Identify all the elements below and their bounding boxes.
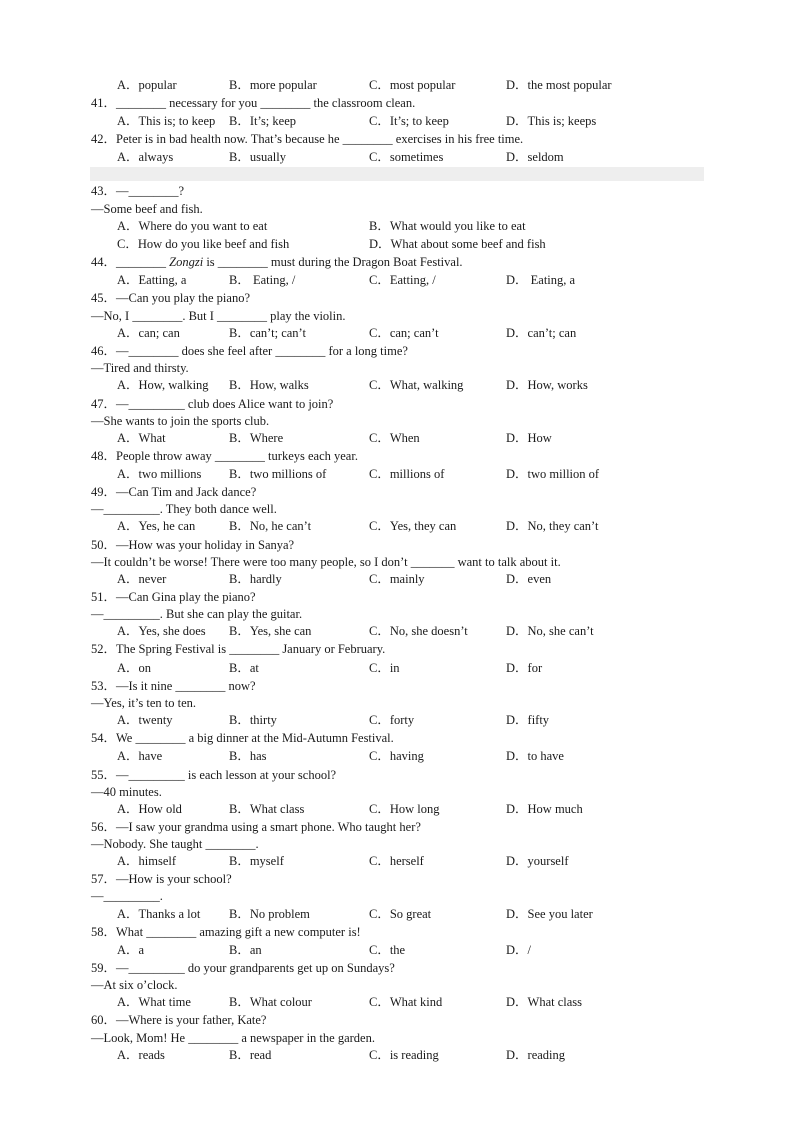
answer-option: B．How, walks	[229, 378, 309, 392]
answer-option: B． Eating, /	[229, 273, 296, 287]
answer-option: D．No, she can’t	[506, 624, 594, 638]
answer-option: D．the most popular	[506, 78, 612, 92]
answer-option: A．have	[117, 749, 163, 763]
answer-option: A．What	[117, 431, 166, 445]
answer-option: B．two millions of	[229, 467, 327, 481]
question-line: 47．—_________ club does Alice want to join?	[91, 397, 334, 411]
answer-option: A．never	[117, 572, 167, 586]
answer-option: C．forty	[369, 713, 415, 727]
question-line: —At six o’clock.	[91, 978, 178, 992]
question-line: 41．________ necessary for you ________ the classroom clean.	[91, 96, 416, 110]
question-line: 43．—________?	[91, 184, 185, 198]
answer-option: D．yourself	[506, 854, 569, 868]
answer-option: C．can; can’t	[369, 326, 439, 340]
answer-option: D．for	[506, 661, 543, 675]
answer-option: C．is reading	[369, 1048, 439, 1062]
answer-option: C．the	[369, 943, 406, 957]
question-line: 57．—How is your school?	[91, 872, 232, 886]
answer-option: C．So great	[369, 907, 432, 921]
answer-option: C．mainly	[369, 572, 425, 586]
answer-option: A．on	[117, 661, 152, 675]
answer-option: D．/	[506, 943, 532, 957]
answer-option: B．What colour	[229, 995, 312, 1009]
answer-option: D．This is; keeps	[506, 114, 597, 128]
question-line: 54．We ________ a big dinner at the Mid-Autumn Festival.	[91, 731, 394, 745]
answer-option: B．Where	[229, 431, 284, 445]
answer-option: B．thirty	[229, 713, 277, 727]
answer-option: A．always	[117, 150, 174, 164]
answer-option: B．at	[229, 661, 259, 675]
answer-option: A．Eatting, a	[117, 273, 187, 287]
question-line: 49．—Can Tim and Jack dance?	[91, 485, 257, 499]
answer-option: B．Yes, she can	[229, 624, 312, 638]
answer-option: B．myself	[229, 854, 284, 868]
answer-option: A．Where do you want to eat	[117, 219, 268, 233]
answer-option: D．two million of	[506, 467, 600, 481]
question-line: 53．—Is it nine ________ now?	[91, 679, 256, 693]
answer-option: C．having	[369, 749, 424, 763]
answer-option: C．How do you like beef and fish	[117, 237, 290, 251]
answer-option: D．What about some beef and fish	[369, 237, 546, 251]
question-line: —Some beef and fish.	[91, 202, 203, 216]
answer-option: D．seldom	[506, 150, 564, 164]
question-line: 56．—I saw your grandma using a smart phone. Who taught her?	[91, 820, 421, 834]
answer-option: A．twenty	[117, 713, 173, 727]
answer-option: A．a	[117, 943, 145, 957]
answer-option: C．Yes, they can	[369, 519, 457, 533]
answer-option: D．How, works	[506, 378, 588, 392]
question-line: —No, I ________. But I ________ play the violin.	[91, 309, 346, 323]
question-line: —Look, Mom! He ________ a newspaper in the garden.	[91, 1031, 375, 1045]
question-line: —It couldn’t be worse! There were too many people, so I don’t _______ want to talk about it.	[91, 555, 561, 569]
answer-option: D．How much	[506, 802, 583, 816]
answer-option: A．himself	[117, 854, 177, 868]
answer-option: C．Eatting, /	[369, 273, 436, 287]
answer-option: C．herself	[369, 854, 424, 868]
question-line: —Nobody. She taught ________.	[91, 837, 259, 851]
question-line: —_________. They both dance well.	[91, 502, 277, 516]
answer-option: C．No, she doesn’t	[369, 624, 468, 638]
answer-option: C．What kind	[369, 995, 443, 1009]
answer-option: A．How, walking	[117, 378, 209, 392]
answer-option: A．Yes, he can	[117, 519, 196, 533]
answer-option: A．can; can	[117, 326, 180, 340]
answer-option: D．See you later	[506, 907, 593, 921]
highlight-band	[90, 167, 704, 181]
answer-option: B．can’t; can’t	[229, 326, 306, 340]
answer-option: B．No, he can’t	[229, 519, 312, 533]
answer-option: A．Thanks a lot	[117, 907, 201, 921]
answer-option: B．read	[229, 1048, 272, 1062]
question-line: 44．________ Zongzi is ________ must during the Dragon Boat Festival.	[91, 255, 463, 269]
answer-option: D．No, they can’t	[506, 519, 599, 533]
answer-option: C．It’s; to keep	[369, 114, 449, 128]
answer-option: A．What time	[117, 995, 191, 1009]
answer-option: A．How old	[117, 802, 182, 816]
answer-option: D．can’t; can	[506, 326, 577, 340]
answer-option: C．What, walking	[369, 378, 464, 392]
answer-option: A．two millions	[117, 467, 202, 481]
answer-option: B．It’s; keep	[229, 114, 297, 128]
answer-option: B．hardly	[229, 572, 282, 586]
answer-option: A．This is; to keep	[117, 114, 216, 128]
question-line: —She wants to join the sports club.	[91, 414, 270, 428]
question-line: 50．—How was your holiday in Sanya?	[91, 538, 295, 552]
answer-option: A．Yes, she does	[117, 624, 206, 638]
answer-option: C．in	[369, 661, 400, 675]
answer-option: D．fifty	[506, 713, 550, 727]
answer-option: B．usually	[229, 150, 286, 164]
question-line: 45．—Can you play the piano?	[91, 291, 250, 305]
answer-option: D． Eating, a	[506, 273, 576, 287]
answer-option: D．What class	[506, 995, 583, 1009]
question-line: —Yes, it’s ten to ten.	[91, 696, 196, 710]
answer-option: C．most popular	[369, 78, 456, 92]
answer-option: D．reading	[506, 1048, 566, 1062]
question-line: —_________.	[91, 889, 163, 903]
question-line: 46．—________ does she feel after ________ for a long time?	[91, 344, 408, 358]
question-line: 58．What ________ amazing gift a new computer is!	[91, 925, 361, 939]
answer-option: C．How long	[369, 802, 440, 816]
answer-option: A．popular	[117, 78, 177, 92]
answer-option: C．sometimes	[369, 150, 444, 164]
answer-option: C．When	[369, 431, 420, 445]
question-line: 42．Peter is in bad health now. That’s because he ________ exercises in his free time.	[91, 132, 524, 146]
answer-option: D．even	[506, 572, 552, 586]
answer-option: D．to have	[506, 749, 564, 763]
answer-option: B．an	[229, 943, 262, 957]
answer-option: B．No problem	[229, 907, 310, 921]
answer-option: B．has	[229, 749, 267, 763]
question-line: 52．The Spring Festival is ________ January or February.	[91, 642, 386, 656]
answer-option: A．reads	[117, 1048, 165, 1062]
answer-option: B．more popular	[229, 78, 317, 92]
question-line: —40 minutes.	[91, 785, 162, 799]
question-line: —_________. But she can play the guitar.	[91, 607, 303, 621]
question-line: 60．—Where is your father, Kate?	[91, 1013, 267, 1027]
question-line: 59．—_________ do your grandparents get up on Sundays?	[91, 961, 395, 975]
question-line: —Tired and thirsty.	[91, 361, 189, 375]
answer-option: C．millions of	[369, 467, 445, 481]
answer-option: B．What would you like to eat	[369, 219, 526, 233]
answer-option: B．What class	[229, 802, 305, 816]
question-line: 55．—_________ is each lesson at your school?	[91, 768, 337, 782]
question-line: 51．—Can Gina play the piano?	[91, 590, 256, 604]
question-line: 48．People throw away ________ turkeys each year.	[91, 449, 358, 463]
answer-option: D．How	[506, 431, 552, 445]
